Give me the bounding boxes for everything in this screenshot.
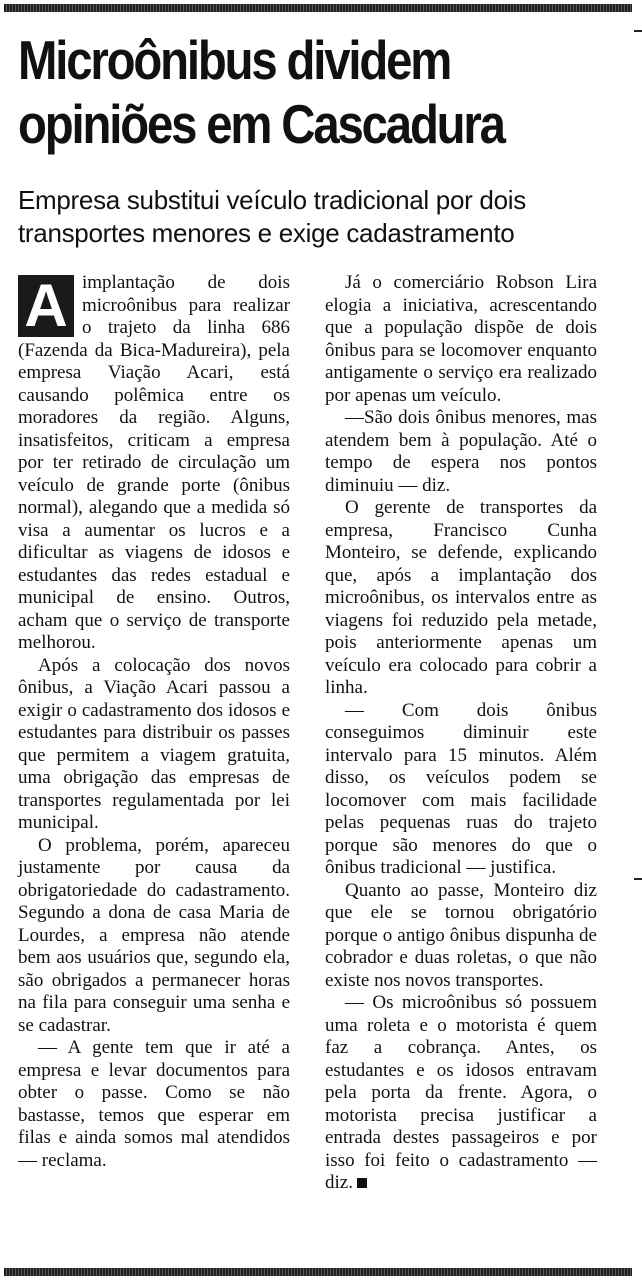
headline bbox=[18, 28, 543, 156]
paragraph: Após a colocação dos novos ônibus, a Viação Acari passou a exigir o cadastramento dos idosos e estudantes para distribuir os passes que permitem a viagem gratuita, uma obrigação das empresas de transportes regulamentada por lei municipal. bbox=[18, 654, 290, 833]
paragraph: Já o comerciário Robson Lira elogia a iniciativa, acrescentando que a população dispõe de dois ônibus para se locomover enquanto antigamente o serviço era realizado por apenas um veículo. bbox=[325, 272, 597, 406]
left-column bbox=[18, 272, 290, 1172]
paragraph bbox=[18, 272, 290, 655]
paragraph-text: — Os microônibus só possuem uma roleta e o motorista é quem faz a cobrança. Antes, os estudantes e os idosos entravam pela porta da frente. Agora, o motorista precisa justificar a entrada destes passageiros e por isso foi feito o cadastramento — diz. bbox=[325, 992, 597, 1193]
paragraph: — Com dois ônibus conseguimos diminuir este intervalo para 15 minutos. Além disso, os veículos podem se locomover com mais facilidade pelas pequenas ruas do trajeto porque são menores do que o ônibus tradicional — justifica. bbox=[325, 699, 597, 878]
paragraph: —São dois ônibus menores, mas atendem bem à população. Até o tempo de espera nos pontos diminuiu — diz. bbox=[325, 407, 597, 496]
end-of-article-mark bbox=[357, 1178, 367, 1188]
paragraph: O gerente de transportes da empresa, Francisco Cunha Monteiro, se defende, explicando que, após a implantação dos microônibus, os intervalos entre as viagens foi reduzido pela metade, pois anteriormente apenas um veículo era colocado para cobrir a linha. bbox=[325, 497, 597, 698]
subheadline: Empresa substitui veículo tradicional por dois transportes menores e exige cadastramento bbox=[18, 185, 526, 248]
paragraph bbox=[325, 992, 597, 1195]
edge-mark bbox=[634, 878, 642, 880]
paragraph: — A gente tem que ir até a empresa e levar documentos para obter o passe. Como se não bastasse, temos que esperar em filas e ainda somos mal atendidos — reclama. bbox=[18, 1037, 290, 1171]
paragraph: O problema, porém, apareceu justamente por causa da obrigatoriedade do cadastramento. Segundo a dona de casa Maria de Lourdes, a empresa não atende bem aos usuários que, segundo ela, são obrigados a permanecer horas na fila para conseguir uma senha e se cadastrar. bbox=[18, 834, 290, 1036]
bottom-rule bbox=[4, 1268, 632, 1276]
headline-line-2: opiniões em Cascadura bbox=[18, 93, 504, 155]
edge-mark bbox=[634, 30, 642, 32]
drop-cap: A bbox=[18, 275, 74, 337]
paragraph: Quanto ao passe, Monteiro diz que ele se tornou obrigatório porque o antigo ônibus dispunha de cobrador e duas roletas, o que não existe nos novos transportes. bbox=[325, 879, 597, 991]
right-column bbox=[325, 272, 597, 1195]
paragraph-text: implantação de dois microônibus para realizar o trajeto da linha 686 (Fazenda da Bica-Madureira), pela empresa Viação Acari, está causando polêmica entre os moradores da região. Alguns, insatisfeitos, criticam a empresa por ter retirado de circulação um veículo de grande porte (ônibus normal), alegando que a medida só visa a aumentar os lucros e a dificultar as viagens de idosos e estudantes das redes estadual e municipal de ensino. Outros, acham que o serviço de transporte melhorou. bbox=[18, 272, 290, 653]
top-rule bbox=[4, 4, 632, 12]
headline-line-1: Microônibus dividem bbox=[18, 29, 451, 91]
